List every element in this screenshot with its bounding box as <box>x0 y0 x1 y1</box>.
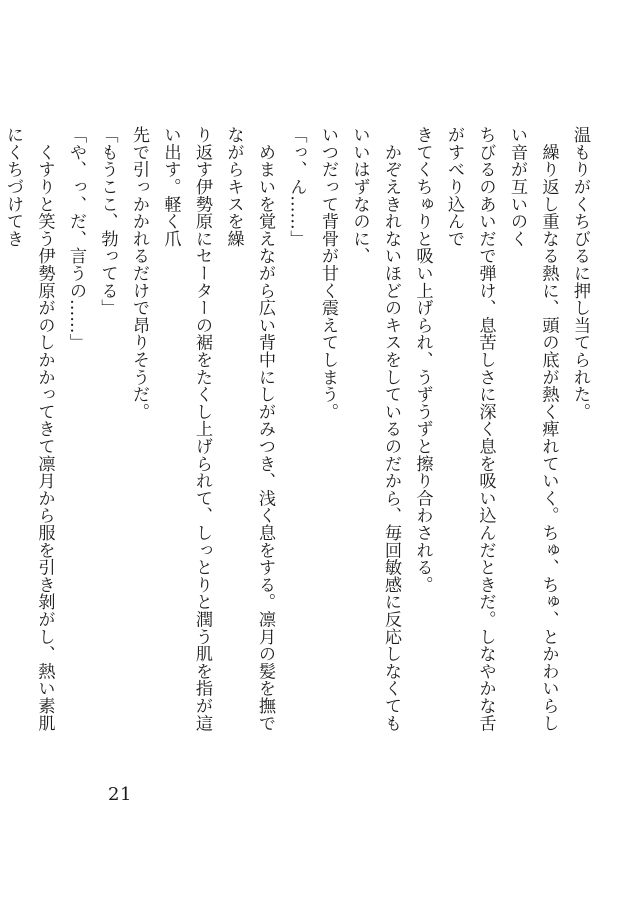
text-line: 繰り返し重なる熱に、頭の底が熱く痺れていく。ちゅ、ちゅ、とかわいらしい音が互いのく <box>507 126 559 732</box>
text-line: めまいを覚えながら広い背中にしがみつき、浅く息をする。凛月の髪を撫でながらキスを繰 <box>223 126 275 732</box>
text-line: 「や、っ、だ、言うの……」 <box>66 126 86 351</box>
text-line: いつだって背骨が甘く震えてしまう。 <box>318 126 338 421</box>
text-line: 温もりがくちびるに押し当てられた。 <box>570 126 590 421</box>
text-line: り返す伊勢原にセーターの裾をたくし上げられて、しっとりと潤う肌を指が這い出す。軽く爪 <box>160 126 212 732</box>
text-line: 「っ、ん……」 <box>286 126 307 248</box>
page-number: 21 <box>108 784 132 805</box>
text-line: ちびるのあいだで弾け、息苦しさに深く息を吸い込んだときだ。しなやかな舌がすべり込んで <box>444 126 496 732</box>
text-line: 先で引っかかれるだけで昂りそうだ。 <box>129 126 149 421</box>
text-line: 「もうここ、勃ってる」 <box>97 126 118 317</box>
vertical-text-body <box>3 126 595 744</box>
text-line: くすりと笑う伊勢原がのしかかってきて凛月から服を引き剝がし、熱い素肌にくちづけてき <box>3 126 55 732</box>
text-line: きてくちゅりと吸い上げられ、うずうずと擦り合わされる。 <box>412 126 433 594</box>
text-line: かぞえきれないほどのキスをしているのだから、毎回敏感に反応しなくてもいいはずなのに、 <box>349 126 401 732</box>
